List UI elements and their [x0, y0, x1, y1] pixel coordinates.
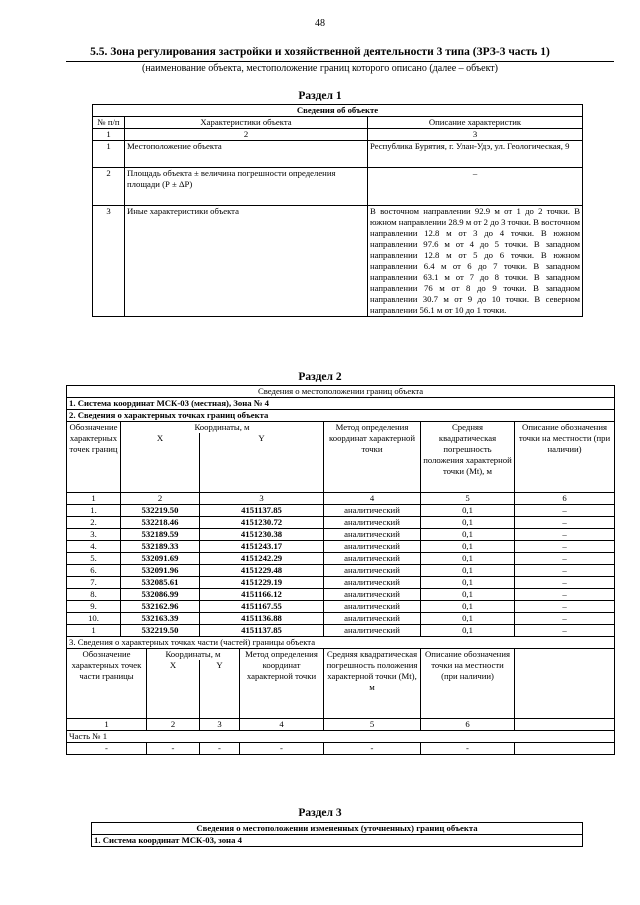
table-title-row — [93, 105, 583, 117]
header-x: X — [147, 660, 200, 719]
coord-x: 532219.50 — [121, 624, 200, 636]
point-id: 6. — [67, 564, 121, 576]
error: 0,1 — [421, 540, 515, 552]
header-error: Средняя квадратическая погрешность положения характерной точки (Mt), м — [324, 648, 421, 719]
characteristic-name: Площадь объекта ± величина погрешности определения площади (Р ± ΔР) — [125, 168, 368, 206]
characteristic-name: Местоположение объекта — [125, 141, 368, 168]
description: – — [515, 504, 615, 516]
description: – — [515, 588, 615, 600]
point-id: 1. — [67, 504, 121, 516]
coord-x: 532219.50 — [121, 504, 200, 516]
description: – — [515, 516, 615, 528]
coordinate-system-row — [67, 398, 615, 410]
description: – — [515, 564, 615, 576]
document-heading: 5.5. Зона регулирования застройки и хозяйственной деятельности 3 типа (ЗРЗ-3 часть 1) — [90, 46, 550, 58]
table-title-row — [67, 386, 615, 398]
header-method: Метод определения координат характерной точки — [324, 422, 421, 493]
characteristic-description: – — [368, 168, 583, 206]
characteristic-description: В восточном направлении 92.9 м от 1 до 2 точки. В южном направлении 28.9 м от 2 до 3 точки. В восточном направлении 12.8 м от 3 до 4 точки. В южном направлении 97.6 м от 4 до 5 точки. В западном направлении 12.8 м от 5 до 6 точки. В южном направлении 6.4 м от 6 до 7 точки. В западном направлении 63.1 м от 7 до 8 точки. В западном направлении 76 м от 8 до 9 точки. В западном направлении 30.7 м от 9 до 10 точки. В северном направлении 56.1 м от 10 до 1 точки. — [368, 206, 583, 317]
heading-underline — [66, 61, 614, 62]
error: 0,1 — [421, 600, 515, 612]
points-title-row — [67, 410, 615, 422]
part-label-row — [67, 731, 615, 743]
coord-x: 532091.69 — [121, 552, 200, 564]
table-title: Сведения о местоположении измененных (уточненных) границ объекта — [92, 823, 583, 835]
parts-title-row — [67, 636, 615, 648]
table-row — [67, 612, 615, 624]
method: аналитический — [324, 612, 421, 624]
table-title: Сведения об объекте — [93, 105, 583, 117]
error: 0,1 — [421, 564, 515, 576]
point-id: 1 — [67, 624, 121, 636]
coordinate-system-row — [92, 835, 583, 847]
column-number-row — [67, 492, 615, 504]
table-row — [67, 552, 615, 564]
table-row — [67, 624, 615, 636]
table-row — [67, 576, 615, 588]
coordinate-system: 1. Система координат МСК-03, зона 4 — [92, 835, 583, 847]
point-id: 2. — [67, 516, 121, 528]
header-method: Метод определения координат характерной точки — [240, 648, 324, 719]
header-point-id: Обозначение характерных точек границ — [67, 422, 121, 493]
coord-y: 4151242.29 — [200, 552, 324, 564]
coord-y: 4151137.85 — [200, 504, 324, 516]
row-number: 3 — [93, 206, 125, 317]
part-cell: - — [67, 743, 147, 755]
coord-y: 4151137.85 — [200, 624, 324, 636]
parts-title: 3. Сведения о характерных точках части (частей) границы объекта — [67, 636, 615, 648]
column-number: 3 — [200, 492, 324, 504]
section-1-title: Раздел 1 — [298, 90, 342, 102]
column-number: 6 — [421, 719, 515, 731]
description: – — [515, 540, 615, 552]
header-y: Y — [200, 433, 324, 492]
point-id: 3. — [67, 528, 121, 540]
coord-y: 4151229.48 — [200, 564, 324, 576]
coord-x: 532218.46 — [121, 516, 200, 528]
column-number-row — [93, 129, 583, 141]
column-number-spacer — [515, 719, 615, 731]
description: – — [515, 612, 615, 624]
coord-x: 532189.59 — [121, 528, 200, 540]
coordinate-system: 1. Система координат МСК-03 (местная), Зона № 4 — [67, 398, 615, 410]
description: – — [515, 552, 615, 564]
point-id: 4. — [67, 540, 121, 552]
header-error: Средняя квадратическая погрешность положения характерной точки (Mt), м — [421, 422, 515, 493]
point-id: 5. — [67, 552, 121, 564]
header-row — [67, 422, 615, 434]
header-row — [67, 648, 615, 660]
table-row — [67, 600, 615, 612]
table-row — [67, 504, 615, 516]
column-number-row — [67, 719, 615, 731]
points-title: 2. Сведения о характерных точках границ объекта — [67, 410, 615, 422]
header-description: Описание обозначения точки на местности (при наличии) — [515, 422, 615, 493]
table-row — [93, 141, 583, 168]
page-number: 48 — [315, 18, 325, 29]
coord-y: 4151230.72 — [200, 516, 324, 528]
header-spacer — [515, 648, 615, 719]
part-spacer — [515, 743, 615, 755]
description: – — [515, 576, 615, 588]
row-number: 1 — [93, 141, 125, 168]
coord-x: 532091.96 — [121, 564, 200, 576]
column-number: 6 — [515, 492, 615, 504]
part-cell: - — [421, 743, 515, 755]
part-cell: - — [147, 743, 200, 755]
method: аналитический — [324, 624, 421, 636]
column-number: 1 — [67, 719, 147, 731]
coord-x: 532163.39 — [121, 612, 200, 624]
table-row — [67, 743, 615, 755]
header-x: X — [121, 433, 200, 492]
coord-y: 4151136.88 — [200, 612, 324, 624]
column-number: 1 — [67, 492, 121, 504]
error: 0,1 — [421, 528, 515, 540]
characteristic-description: Республика Бурятия, г. Улан-Удэ, ул. Геологическая, 9 — [368, 141, 583, 168]
part-cell: - — [240, 743, 324, 755]
error: 0,1 — [421, 576, 515, 588]
header-coordinates: Координаты, м — [147, 648, 240, 660]
characteristic-name: Иные характеристики объекта — [125, 206, 368, 317]
part-cell: - — [324, 743, 421, 755]
column-number: 5 — [421, 492, 515, 504]
column-number: 2 — [121, 492, 200, 504]
error: 0,1 — [421, 516, 515, 528]
description: – — [515, 600, 615, 612]
points-body — [67, 504, 615, 636]
changed-boundaries-table — [91, 822, 583, 847]
error: 0,1 — [421, 612, 515, 624]
point-id: 8. — [67, 588, 121, 600]
description: – — [515, 624, 615, 636]
coord-y: 4151229.19 — [200, 576, 324, 588]
coord-y: 4151230.38 — [200, 528, 324, 540]
coord-x: 532085.61 — [121, 576, 200, 588]
coord-y: 4151167.55 — [200, 600, 324, 612]
column-number: 2 — [147, 719, 200, 731]
coord-x: 532086.99 — [121, 588, 200, 600]
column-number: 3 — [368, 129, 583, 141]
column-number: 1 — [93, 129, 125, 141]
point-id: 9. — [67, 600, 121, 612]
point-id: 10. — [67, 612, 121, 624]
header-coordinates: Координаты, м — [121, 422, 324, 434]
row-number: 2 — [93, 168, 125, 206]
column-number: 5 — [324, 719, 421, 731]
method: аналитический — [324, 540, 421, 552]
header-point-id: Обозначение характерных точек части границы — [67, 648, 147, 719]
header-cell: Описание характеристик — [368, 117, 583, 129]
error: 0,1 — [421, 588, 515, 600]
point-id: 7. — [67, 576, 121, 588]
error: 0,1 — [421, 624, 515, 636]
table-row — [93, 168, 583, 206]
coord-x: 532162.96 — [121, 600, 200, 612]
table-row — [67, 516, 615, 528]
method: аналитический — [324, 600, 421, 612]
object-info-table — [92, 104, 583, 317]
description: – — [515, 528, 615, 540]
coord-x: 532189.33 — [121, 540, 200, 552]
error: 0,1 — [421, 504, 515, 516]
coord-y: 4151243.17 — [200, 540, 324, 552]
method: аналитический — [324, 528, 421, 540]
part-cell: - — [200, 743, 240, 755]
table-row — [93, 206, 583, 317]
method: аналитический — [324, 588, 421, 600]
column-number: 4 — [240, 719, 324, 731]
table-title-row — [92, 823, 583, 835]
coord-y: 4151166.12 — [200, 588, 324, 600]
section-3-title: Раздел 3 — [298, 807, 342, 819]
column-number: 4 — [324, 492, 421, 504]
boundary-points-table — [66, 385, 615, 755]
column-number: 3 — [200, 719, 240, 731]
document-subheading: (наименование объекта, местоположение границ которого описано (далее – объект) — [141, 63, 499, 74]
method: аналитический — [324, 516, 421, 528]
header-cell: Характеристики объекта — [125, 117, 368, 129]
table-title: Сведения о местоположении границ объекта — [67, 386, 615, 398]
part-label: Часть № 1 — [67, 731, 615, 743]
header-y: Y — [200, 660, 240, 719]
method: аналитический — [324, 504, 421, 516]
method: аналитический — [324, 576, 421, 588]
method: аналитический — [324, 564, 421, 576]
table-row — [67, 564, 615, 576]
method: аналитический — [324, 552, 421, 564]
table-row — [67, 528, 615, 540]
table-row — [67, 588, 615, 600]
column-number: 2 — [125, 129, 368, 141]
header-row — [93, 117, 583, 129]
header-cell: № п/п — [93, 117, 125, 129]
header-description: Описание обозначения точки на местности (при наличии) — [421, 648, 515, 719]
error: 0,1 — [421, 552, 515, 564]
table-row — [67, 540, 615, 552]
section-2-title: Раздел 2 — [298, 371, 342, 383]
